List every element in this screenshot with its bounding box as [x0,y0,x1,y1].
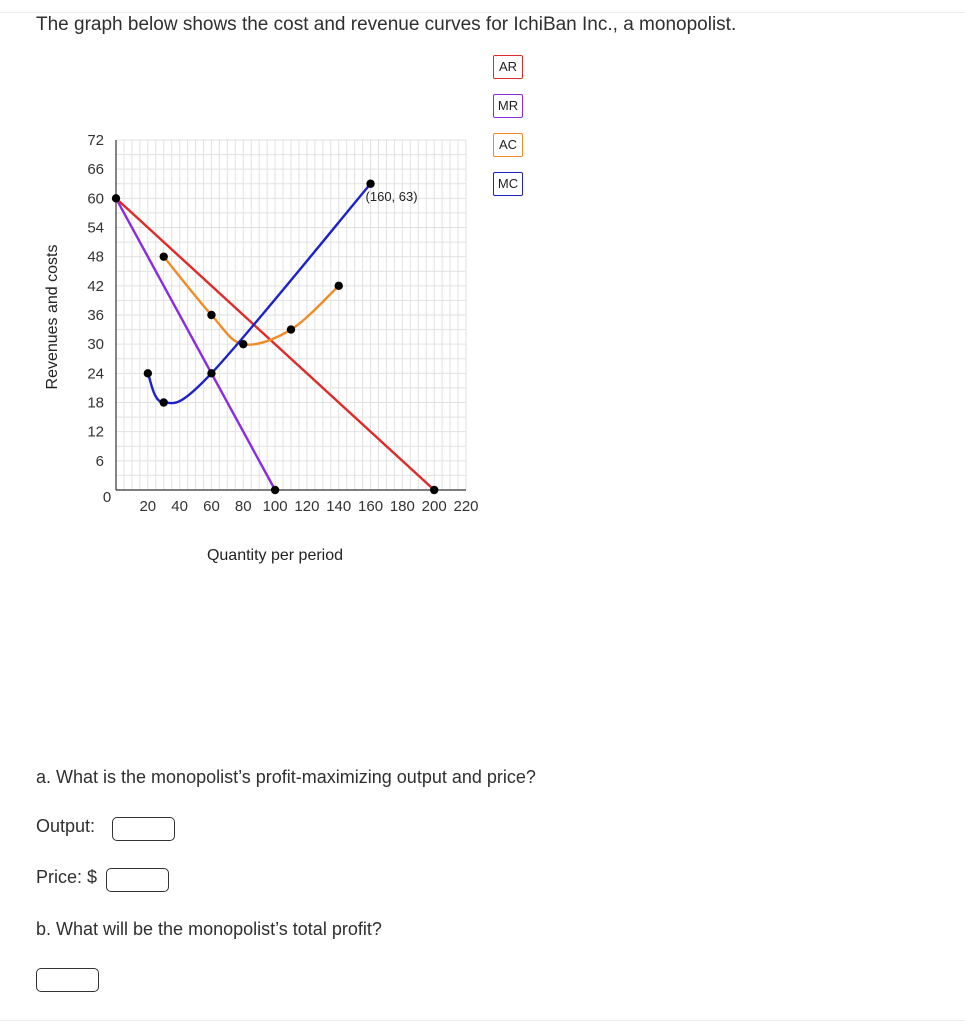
output-label: Output: [36,816,96,836]
y-axis-title: Revenues and costs [44,244,61,390]
y-tick-label: 60 [87,190,104,208]
ac-point [335,282,343,290]
profit-input[interactable] [36,968,99,992]
origin-label: 0 [102,489,112,506]
ac-point [160,252,168,260]
bottom-divider [0,1020,965,1021]
mc-point [144,369,152,377]
x-tick-label: 160 [358,498,384,515]
x-tick-label: 60 [203,498,220,515]
y-tick-label: 48 [87,248,104,266]
legend-mr-button[interactable] [493,94,523,118]
y-tick-label: 54 [87,219,104,237]
x-tick-label: 20 [139,498,157,515]
x-tick-label: 180 [389,498,415,515]
ar-point [430,486,438,494]
legend-ac-label: AC [498,137,518,152]
y-tick-label: 72 [87,132,104,149]
ac-point [207,311,215,319]
ac-point [239,340,247,348]
point-annotation: (160, 63) [365,188,418,204]
y-tick-label: 42 [87,277,104,295]
question-intro: The graph below shows the cost and revenue curves for IchiBan Inc., a monopolist. [36,14,737,35]
legend-mc-button[interactable] [493,172,523,196]
y-tick-label: 24 [87,365,104,383]
x-tick-label: 120 [294,498,320,515]
ar-point [112,194,120,202]
y-tick-label: 18 [87,394,104,412]
question-b: b. What will be the monopolist’s total profit? [36,919,382,939]
legend-ac-button[interactable] [493,133,523,157]
output-input[interactable] [112,817,175,841]
y-tick-label: 6 [95,452,104,470]
x-tick-label: 80 [234,498,252,515]
mc-point [207,369,215,377]
mr-point [271,486,279,494]
mc-point [366,180,374,188]
legend-mc-label: MC [497,176,519,191]
mc-point [160,398,168,406]
legend-ar-button[interactable] [493,55,523,79]
legend-mr-label: MR [497,98,519,113]
x-axis-title: Quantity per period [206,547,344,564]
x-tick-label: 40 [171,498,188,515]
question-a: a. What is the monopolist’s profit-maximizing output and price? [36,767,536,787]
x-tick-label: 200 [421,498,447,515]
y-tick-label: 30 [87,336,104,354]
x-tick-label: 220 [453,498,479,515]
price-input[interactable] [106,868,169,892]
ac-point [287,325,295,333]
x-tick-label: 140 [326,498,352,515]
legend-ar-label: AR [498,59,518,74]
price-label: Price: $ [36,867,98,887]
y-tick-label: 36 [87,307,104,324]
y-tick-label: 66 [87,161,104,179]
x-tick-label: 100 [262,498,288,515]
y-tick-label: 12 [87,423,104,441]
